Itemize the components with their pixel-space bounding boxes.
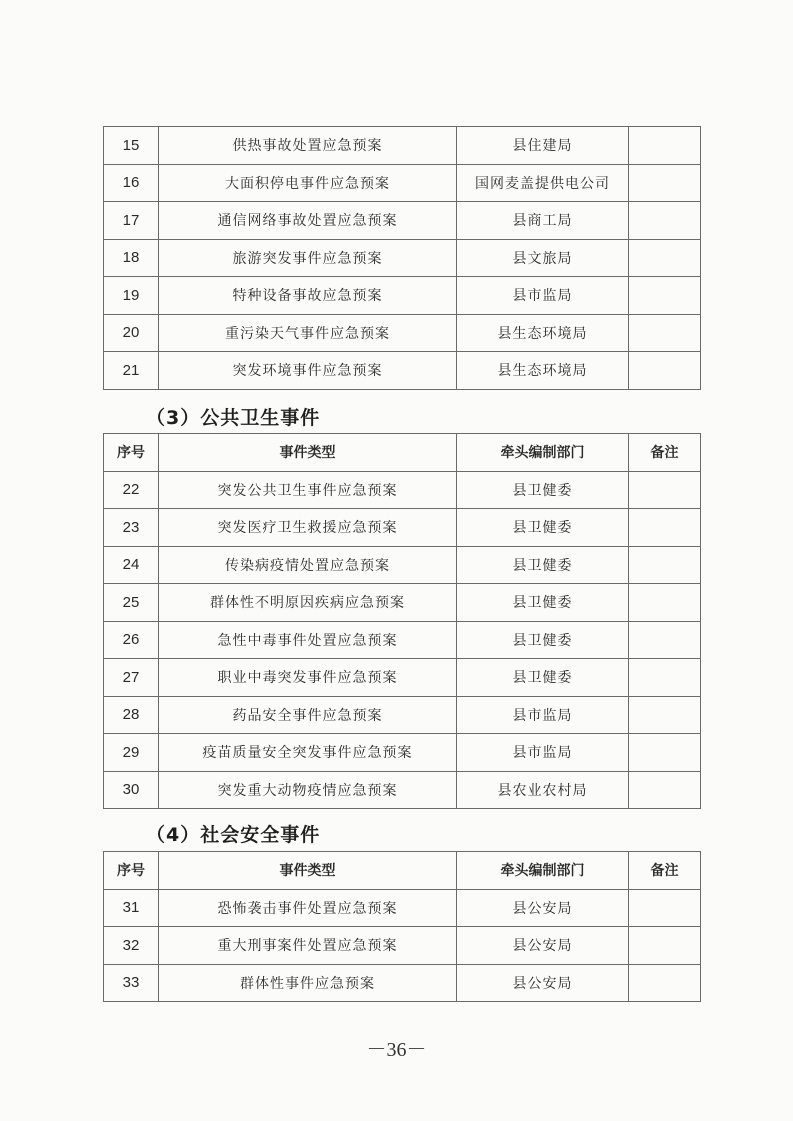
table-row [104,314,701,352]
table-row [104,352,701,390]
remark [629,771,701,809]
lead-department: 县卫健委 [457,471,629,509]
row-number: 22 [104,471,159,509]
remark [629,164,701,202]
row-number: 18 [104,239,159,277]
row-number: 19 [104,277,159,315]
header-lead-department: 牵头编制部门 [457,852,629,890]
header-lead-department: 牵头编制部门 [457,434,629,472]
row-number: 32 [104,927,159,965]
event-type: 重大刑事案件处置应急预案 [159,927,457,965]
remark [629,509,701,547]
remark [629,964,701,1002]
table-row [104,239,701,277]
header-remark: 备注 [629,852,701,890]
event-type: 传染病疫情处置应急预案 [159,546,457,584]
lead-department: 国网麦盖提供电公司 [457,164,629,202]
remark [629,352,701,390]
remark [629,127,701,165]
table-row [104,696,701,734]
remark [629,277,701,315]
table-row [104,889,701,927]
lead-department: 县卫健委 [457,621,629,659]
plan-table-continued [103,126,701,390]
row-number: 30 [104,771,159,809]
event-type: 恐怖袭击事件处置应急预案 [159,889,457,927]
table-row [104,964,701,1002]
table-body [104,852,701,1002]
event-type: 重污染天气事件应急预案 [159,314,457,352]
row-number: 21 [104,352,159,390]
lead-department: 县商工局 [457,202,629,240]
remark [629,546,701,584]
table-row [104,621,701,659]
public-health-table [103,433,701,809]
lead-department: 县卫健委 [457,509,629,547]
lead-department: 县卫健委 [457,659,629,697]
row-number: 15 [104,127,159,165]
event-type: 通信网络事故处置应急预案 [159,202,457,240]
table-row [104,277,701,315]
lead-department: 县生态环境局 [457,352,629,390]
row-number: 20 [104,314,159,352]
remark [629,621,701,659]
remark [629,734,701,772]
social-security-table [103,851,701,1002]
row-number: 17 [104,202,159,240]
row-number: 23 [104,509,159,547]
header-remark: 备注 [629,434,701,472]
remark [629,696,701,734]
table-body [104,127,701,390]
table-row [104,202,701,240]
lead-department: 县公安局 [457,889,629,927]
table-row [104,584,701,622]
header-event-type: 事件类型 [159,434,457,472]
event-type: 药品安全事件应急预案 [159,696,457,734]
event-type: 突发环境事件应急预案 [159,352,457,390]
table-row [104,659,701,697]
event-type: 供热事故处置应急预案 [159,127,457,165]
table-row [104,509,701,547]
lead-department: 县卫健委 [457,584,629,622]
row-number: 27 [104,659,159,697]
table-header-row [104,852,701,890]
row-number: 28 [104,696,159,734]
event-type: 特种设备事故应急预案 [159,277,457,315]
event-type: 疫苗质量安全突发事件应急预案 [159,734,457,772]
table-row [104,771,701,809]
row-number: 26 [104,621,159,659]
header-number: 序号 [104,434,159,472]
row-number: 31 [104,889,159,927]
header-event-type: 事件类型 [159,852,457,890]
table-row [104,734,701,772]
lead-department: 县生态环境局 [457,314,629,352]
table-row [104,471,701,509]
remark [629,584,701,622]
row-number: 16 [104,164,159,202]
event-type: 群体性不明原因疾病应急预案 [159,584,457,622]
table-header-row [104,434,701,472]
table-body [104,434,701,809]
event-type: 大面积停电事件应急预案 [159,164,457,202]
remark [629,239,701,277]
event-type: 旅游突发事件应急预案 [159,239,457,277]
table-row [104,927,701,965]
header-number: 序号 [104,852,159,890]
table-row [104,546,701,584]
remark [629,314,701,352]
row-number: 24 [104,546,159,584]
lead-department: 县市监局 [457,277,629,315]
row-number: 25 [104,584,159,622]
event-type: 职业中毒突发事件应急预案 [159,659,457,697]
lead-department: 县文旅局 [457,239,629,277]
section-heading-social-security: （4）社会安全事件 [146,824,321,846]
remark [629,202,701,240]
remark [629,889,701,927]
row-number: 33 [104,964,159,1002]
event-type: 突发重大动物疫情应急预案 [159,771,457,809]
lead-department: 县市监局 [457,734,629,772]
event-type: 急性中毒事件处置应急预案 [159,621,457,659]
event-type: 突发医疗卫生救援应急预案 [159,509,457,547]
lead-department: 县卫健委 [457,546,629,584]
lead-department: 县农业农村局 [457,771,629,809]
lead-department: 县住建局 [457,127,629,165]
remark [629,927,701,965]
event-type: 群体性事件应急预案 [159,964,457,1002]
remark [629,659,701,697]
section-heading-public-health: （3）公共卫生事件 [146,407,321,429]
lead-department: 县市监局 [457,696,629,734]
event-type: 突发公共卫生事件应急预案 [159,471,457,509]
table-row [104,127,701,165]
lead-department: 县公安局 [457,964,629,1002]
row-number: 29 [104,734,159,772]
page-number: －36－ [366,1039,427,1061]
lead-department: 县公安局 [457,927,629,965]
remark [629,471,701,509]
table-row [104,164,701,202]
